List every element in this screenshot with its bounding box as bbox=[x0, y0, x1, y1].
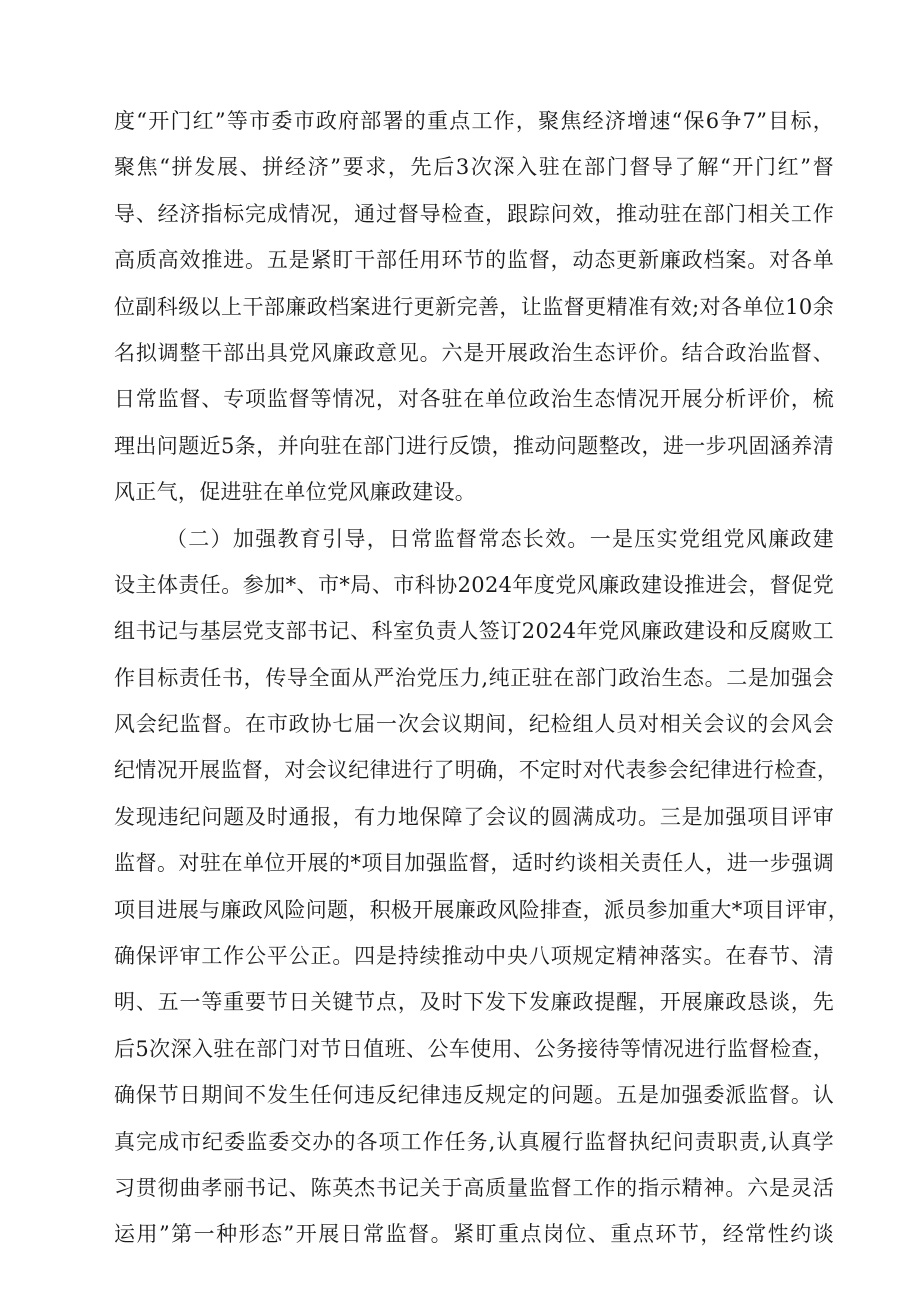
text-line: 真完成市纪委监委交办的各项工作任务,认真履行监督执纪问责职责,认真学 bbox=[114, 1129, 834, 1154]
text-line: 高质高效推进。五是紧盯干部任用环节的监督，动态更新廉政档案。对各单 bbox=[114, 248, 834, 273]
text-line: 习贯彻曲孝丽书记、陈英杰书记关于高质量监督工作的指示精神。六是灵活 bbox=[114, 1175, 834, 1200]
text-line: 作目标责任书，传导全面从严治党压力,纯正驻在部门政治生态。二是加强会 bbox=[114, 665, 834, 690]
text-line: 明、五一等重要节日关键节点，及时下发下发廉政提醒，开展廉政恳谈，先 bbox=[114, 990, 834, 1015]
text-line: 理出问题近5条，并向驻在部门进行反馈，推动问题整改，进一步巩固涵养清 bbox=[114, 433, 834, 458]
text-line: 项目进展与廉政风险问题，积极开展廉政风险排查，派员参加重大*项目评审， bbox=[114, 897, 849, 922]
document-body bbox=[114, 98, 849, 1258]
text-line: 确保节日期间不发生任何违反纪律违反规定的问题。五是加强委派监督。认 bbox=[114, 1083, 834, 1108]
text-line: 发现违纪问题及时通报，有力地保障了会议的圆满成功。三是加强项目评审 bbox=[114, 804, 834, 829]
text-line: 度“开门红”等市委市政府部署的重点工作，聚焦经济增速“保6争7”目标， bbox=[114, 109, 834, 133]
text-line: 后5次深入驻在部门对节日值班、公车使用、公务接待等情况进行监督检查， bbox=[114, 1036, 834, 1061]
text-line: 聚焦“拼发展、拼经济”要求，先后3次深入驻在部门督导了解“开门红”督 bbox=[114, 155, 834, 180]
text-line: 监督。对驻在单位开展的*项目加强监督，适时约谈相关责任人，进一步强调 bbox=[114, 851, 834, 876]
section-heading-line: （二）加强教育引导，日常监督常态长效。一是压实党组党风廉政建 bbox=[166, 526, 834, 551]
text-line: 名拟调整干部出具党风廉政意见。六是开展政治生态评价。结合政治监督、 bbox=[114, 340, 834, 365]
text-line: 位副科级以上干部廉政档案进行更新完善，让监督更精准有效;对各单位10余 bbox=[114, 294, 834, 319]
text-line: 风正气，促进驻在单位党风廉政建设。 bbox=[114, 480, 477, 505]
text-line: 组书记与基层党支部书记、科室负责人签订2024年党风廉政建设和反腐败工 bbox=[114, 619, 834, 644]
text-line: 导、经济指标完成情况，通过督导检查，跟踪问效，推动驻在部门相关工作 bbox=[114, 201, 834, 226]
text-line: 日常监督、专项监督等情况，对各驻在单位政治生态情况开展分析评价，梳 bbox=[114, 387, 834, 412]
text-line: 设主体责任。参加*、市*局、市科协2024年度党风廉政建设推进会，督促党 bbox=[114, 572, 834, 597]
text-line: 确保评审工作公平公正。四是持续推动中央八项规定精神落实。在春节、清 bbox=[114, 944, 834, 969]
text-line: 纪情况开展监督，对会议纪律进行了明确，不定时对代表参会纪律进行检查， bbox=[114, 758, 839, 783]
text-line: 运用”第一种形态”开展日常监督。紧盯重点岗位、重点环节，经常性约谈 bbox=[114, 1222, 834, 1247]
text-line: 风会纪监督。在市政协七届一次会议期间，纪检组人员对相关会议的会风会 bbox=[114, 712, 834, 737]
